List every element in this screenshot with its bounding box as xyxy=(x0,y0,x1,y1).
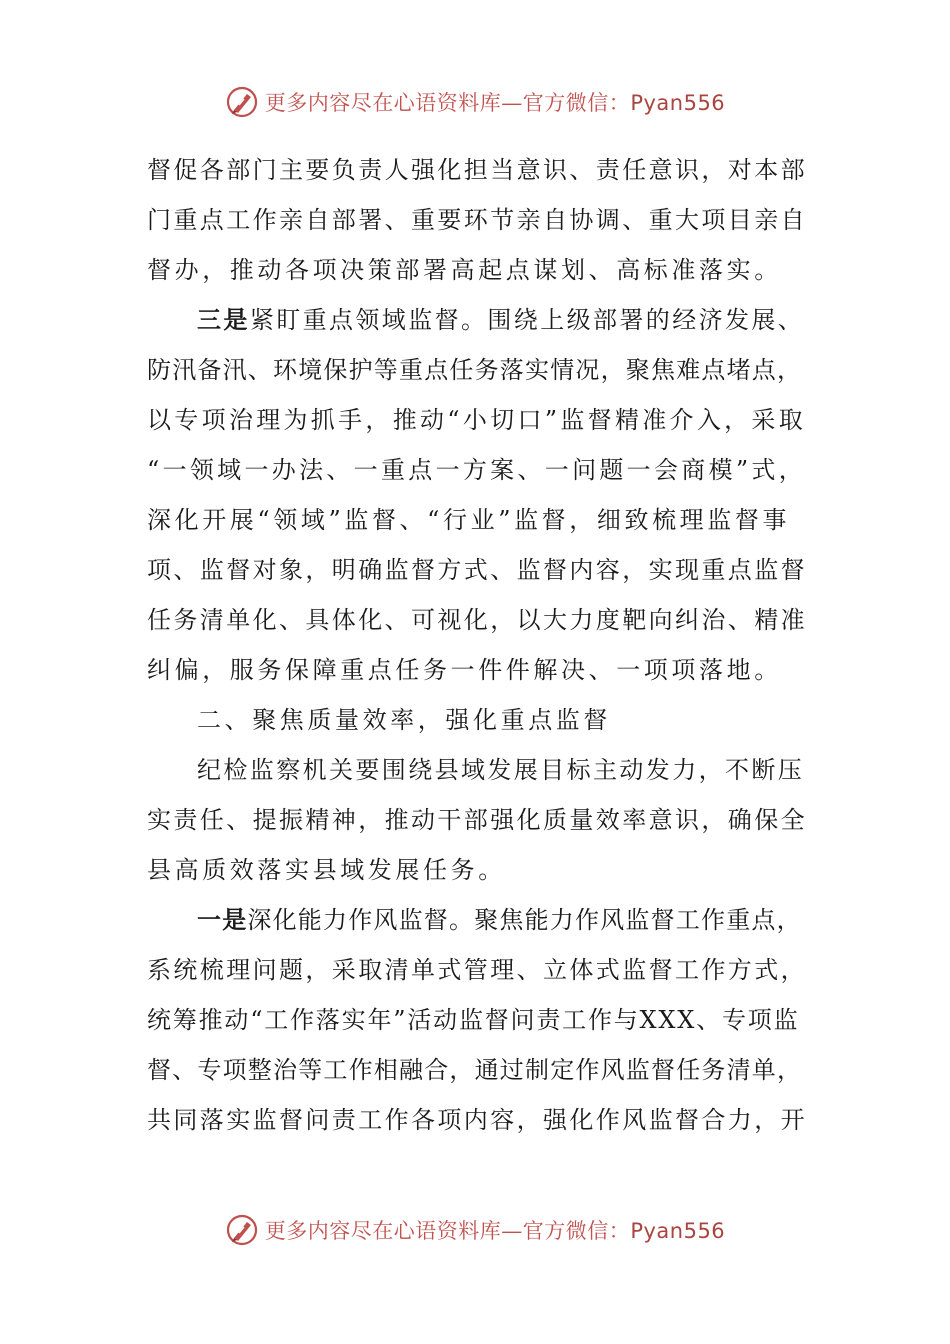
text-line xyxy=(147,895,807,945)
text-line: 督办，推动各项决策部署高起点谋划、高标准落实。 xyxy=(147,256,782,284)
header-banner-label: 更多内容尽在心语资料库—官方微信： xyxy=(264,91,631,115)
text-line-body: 深化能力作风监督。聚焦能力作风监督工作重点， xyxy=(247,906,802,934)
header-wechat-id: Pyan556 xyxy=(630,91,726,115)
text-line: 门重点工作亲自部署、重要环节亲自协调、重大项目亲自 xyxy=(147,206,807,234)
footer-wechat-id: Pyan556 xyxy=(630,1219,726,1243)
pen-nib-logo-icon xyxy=(225,85,259,119)
text-line-body: 紧盯重点领域监督。围绕上级部署的经济发展、 xyxy=(249,306,805,334)
text-line: 任务清单化、具体化、可视化，以大力度靶向纠治、精准 xyxy=(147,606,807,634)
text-line: 督、专项整治等工作相融合，通过制定作风监督任务清单， xyxy=(147,1056,803,1084)
text-line: 纪检监察机关要围绕县域发展目标主动发力，不断压 xyxy=(197,756,805,784)
text-line: 统筹推动“工作落实年”活动监督问责工作与XXX、专项监 xyxy=(147,1006,800,1034)
text-line: 共同落实监督问责工作各项内容，强化作风监督合力，开 xyxy=(147,1106,807,1134)
text-line: 督促各部门主要负责人强化担当意识、责任意识，对本部 xyxy=(147,156,807,184)
footer-banner-label: 更多内容尽在心语资料库—官方微信： xyxy=(264,1219,631,1243)
text-line: 实责任、提振精神，推动干部强化质量效率意识，确保全 xyxy=(147,806,807,834)
text-line xyxy=(147,295,807,345)
footer-banner xyxy=(0,1210,950,1250)
pen-nib-logo-icon xyxy=(225,1213,259,1247)
header-banner xyxy=(0,82,950,122)
lead-phrase: 三是 xyxy=(197,306,250,334)
lead-phrase: 一是 xyxy=(197,906,248,934)
text-line: 项、监督对象，明确监督方式、监督内容，实现重点监督 xyxy=(147,556,807,584)
footer-banner-text xyxy=(265,1215,725,1245)
header-banner-text xyxy=(265,87,725,117)
text-line: 纠偏，服务保障重点任务一件件解决、一项项落地。 xyxy=(147,656,782,684)
text-line: 防汛备汛、环境保护等重点任务落实情况，聚焦难点堵点， xyxy=(147,356,803,384)
text-line: 系统梳理问题，采取清单式管理、立体式监督工作方式， xyxy=(147,956,807,984)
text-line: 县高质效落实县域发展任务。 xyxy=(147,856,506,884)
text-line: 以专项治理为抓手，推动“小切口”监督精准介入，采取 xyxy=(147,406,807,434)
section-heading: 二、聚焦质量效率，强化重点监督 xyxy=(197,706,611,734)
document-body xyxy=(147,145,807,1145)
text-line: 深化开展“领域”监督、“行业”监督，细致梳理监督事 xyxy=(147,506,791,534)
text-line: “一领域一办法、一重点一方案、一问题一会商模”式， xyxy=(147,456,807,484)
